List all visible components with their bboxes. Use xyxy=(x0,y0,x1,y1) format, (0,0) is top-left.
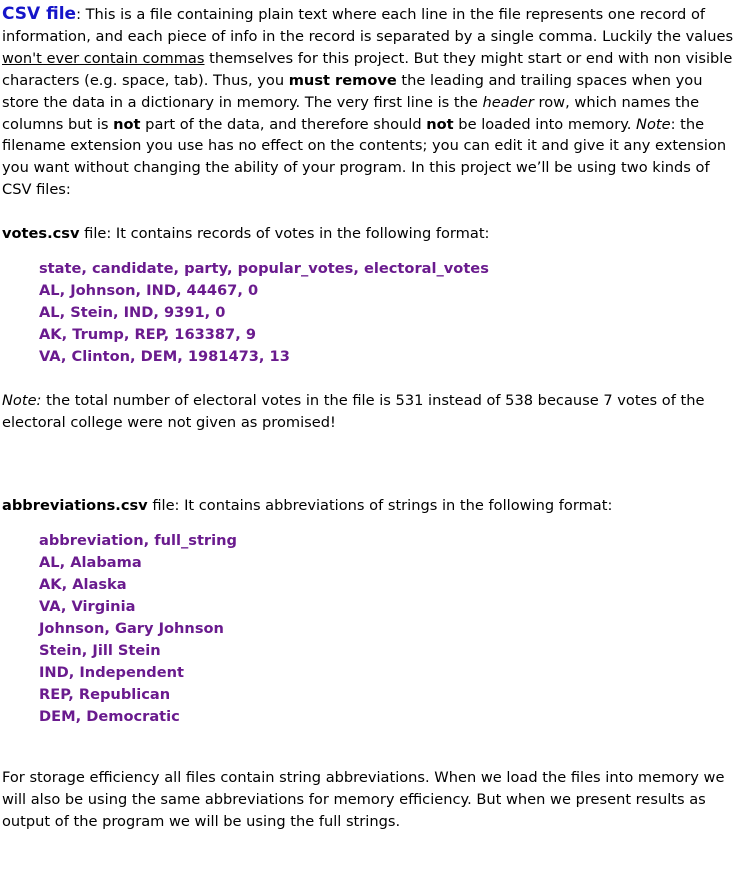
votes-csv-line: AK, Trump, REP, 163387, 9 xyxy=(39,325,256,343)
abbreviations-csv-line: Johnson, Gary Johnson xyxy=(39,619,224,637)
abbreviations-csv-line: VA, Virginia xyxy=(39,598,136,616)
votes-note-text: the total number of electoral votes in the file is 531 instead of 538 because 7 votes of the electoral college were not given as promised! xyxy=(2,391,705,431)
bold-not-1: not xyxy=(113,115,141,133)
intro-text-1: : This is a file containing plain text where each line in the file represents one record of information, and each piece of info in the record is separated by a single comma. Luckily the values xyxy=(2,6,734,45)
abbreviations-csv-line: REP, Republican xyxy=(39,685,171,703)
underlined-phrase: won't ever contain commas xyxy=(2,49,205,67)
bold-not-2: not xyxy=(426,115,454,133)
votes-note xyxy=(2,390,737,434)
abbreviations-csv-line: AL, Alabama xyxy=(39,554,142,572)
italic-header: header xyxy=(482,93,534,111)
abbreviations-csv-sample xyxy=(39,530,737,727)
csv-intro-paragraph xyxy=(2,4,737,201)
closing-paragraph: For storage efficiency all files contain string abbreviations. When we load the files into memory we will also be using the same abbreviations for memory efficiency. But when we present results as output of the program we will be using the full strings. xyxy=(2,769,725,831)
abbreviations-description-text: file: It contains abbreviations of strings in the following format: xyxy=(147,497,613,515)
votes-csv-line: AL, Stein, IND, 9391, 0 xyxy=(39,303,226,321)
abbreviations-csv-line: DEM, Democratic xyxy=(39,707,180,725)
abbreviations-description xyxy=(2,495,737,517)
abbreviations-csv-line: AK, Alaska xyxy=(39,576,127,594)
bold-must-remove: must remove xyxy=(288,71,397,89)
italic-note: Note xyxy=(636,115,671,133)
votes-note-label: Note: xyxy=(2,391,42,409)
votes-csv-sample xyxy=(39,258,737,368)
intro-text-4: row, which names the columns but is xyxy=(2,93,700,133)
abbreviations-csv-line: IND, Independent xyxy=(39,663,184,681)
intro-text-6: be loaded into memory. xyxy=(453,115,637,133)
intro-text-3: the leading and trailing spaces when you store the data in a dictionary in memory. The very first line is the xyxy=(2,71,703,111)
intro-text-2: themselves for this project. But they might start or end with non visible characters (e.g. space, tab). Thus, you xyxy=(2,49,733,89)
csv-file-heading: CSV file xyxy=(2,4,77,24)
votes-description-text: file: It contains records of votes in the following format: xyxy=(79,225,490,243)
abbreviations-filename: abbreviations.csv xyxy=(2,497,148,515)
votes-csv-line: AL, Johnson, IND, 44467, 0 xyxy=(39,281,259,299)
votes-csv-line: VA, Clinton, DEM, 1981473, 13 xyxy=(39,347,290,365)
votes-description xyxy=(2,223,737,245)
intro-text-7: : the filename extension you use has no effect on the contents; you can edit it and give it any extension you want without changing the ability of your program. In this project we’ll be using two kinds of CSV files: xyxy=(2,115,727,199)
votes-csv-line: state, candidate, party, popular_votes, electoral_votes xyxy=(39,260,489,278)
abbreviations-csv-line: Stein, Jill Stein xyxy=(39,641,161,659)
votes-filename: votes.csv xyxy=(2,225,80,243)
abbreviations-csv-line: abbreviation, full_string xyxy=(39,532,237,550)
intro-text-5: part of the data, and therefore should xyxy=(140,115,427,133)
